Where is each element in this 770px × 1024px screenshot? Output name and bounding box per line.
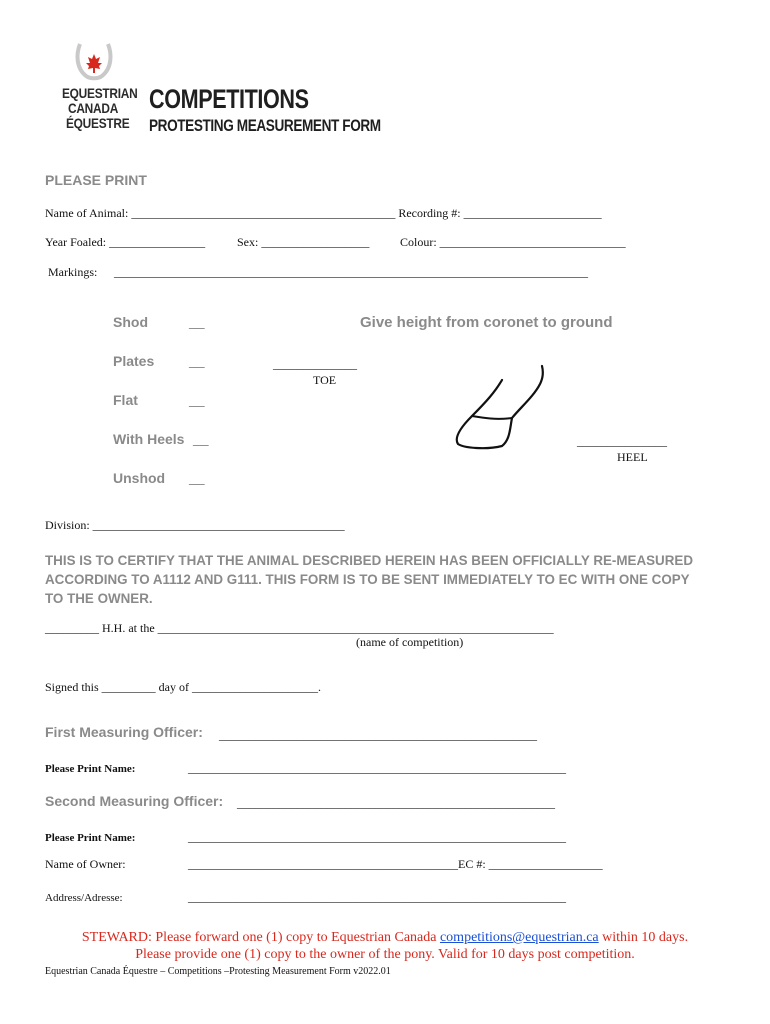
heel-label: HEEL — [617, 450, 648, 464]
steward-notice-text: STEWARD: Please forward one (1) copy to Equestrian Canada — [81, 930, 440, 945]
owner-label: Name of Owner: — [45, 857, 126, 871]
diagram-instruction: Give height from coronet to ground — [360, 314, 613, 331]
address-field[interactable]: _______________________________________________________________ — [188, 890, 566, 904]
logo-line-1: EQUESTRIAN — [62, 85, 138, 101]
markings-label: Markings: — [48, 265, 98, 279]
shoeing-blank-with-heels[interactable]: __ — [193, 431, 209, 447]
shoeing-blank-unshod[interactable]: __ — [189, 470, 205, 486]
please-print-heading: PLEASE PRINT — [45, 172, 147, 188]
second-officer-signature-field[interactable]: _____________________________________________________ — [237, 796, 555, 810]
name-of-competition-caption: (name of competition) — [356, 635, 464, 649]
competitions-email-link[interactable]: competitions@equestrian.ca — [439, 930, 599, 945]
footer-version: Equestrian Canada Équestre – Competitions –Protesting Measurement Form v2022.01 — [45, 966, 391, 977]
markings-field[interactable]: _______________________________________________________________________________ — [114, 265, 588, 279]
first-officer-label: First Measuring Officer: — [45, 724, 203, 740]
shoeing-label-flat: Flat — [113, 392, 138, 408]
first-officer-print-name-label: Please Print Name: — [45, 763, 136, 775]
second-officer-print-name-label: Please Print Name: — [45, 832, 136, 844]
first-officer-print-name-field[interactable]: _______________________________________________________________ — [188, 761, 566, 775]
second-officer-print-name-field[interactable]: _______________________________________________________________ — [188, 830, 566, 844]
owner-field[interactable]: _____________________________________________EC #: ___________________ — [188, 857, 603, 871]
shoeing-blank-flat[interactable]: __ — [189, 392, 205, 408]
second-officer-label: Second Measuring Officer: — [45, 793, 224, 809]
first-officer-signature-field[interactable]: _____________________________________________________ — [219, 728, 537, 742]
page-subtitle: PROTESTING MEASUREMENT FORM — [149, 116, 381, 135]
year-foaled-field[interactable]: Year Foaled: ________________ — [45, 235, 206, 249]
signed-date-field[interactable]: Signed this _________ day of _____________________. — [45, 680, 321, 694]
shoeing-blank-plates[interactable]: __ — [189, 353, 205, 369]
colour-field[interactable]: Colour: _______________________________ — [400, 235, 626, 249]
division-field[interactable]: Division: __________________________________________ — [45, 518, 345, 532]
heel-measurement-field[interactable]: _______________ — [577, 434, 667, 448]
shoeing-blank-shod[interactable]: __ — [189, 314, 205, 330]
toe-measurement-field[interactable]: ______________ — [273, 357, 357, 371]
certification-statement: THIS IS TO CERTIFY THAT THE ANIMAL DESCRIBED HEREIN HAS BEEN OFFICIALLY RE-MEASURED ACCORDING TO A1112 AND G111. THIS FORM IS TO BE SENT IMMEDIATELY TO EC WITH ONE COPY TO THE OWNER. — [45, 553, 694, 606]
steward-notice-deadline: within 10 days. — [598, 930, 689, 945]
owner-copy-notice: Please provide one (1) copy to the owner of the pony. Valid for 10 days post competition. — [135, 947, 635, 962]
shoeing-label-plates: Plates — [113, 353, 155, 369]
shoeing-label-with-heels: With Heels — [113, 431, 185, 447]
height-competition-field[interactable]: _________ H.H. at the __________________________________________________________________ — [45, 621, 554, 635]
name-of-animal-field[interactable]: Name of Animal: ____________________________________________ Recording #: _______________________ — [45, 206, 602, 220]
shoeing-label-shod: Shod — [113, 314, 148, 330]
logo-line-3: ÉQUESTRE — [66, 115, 130, 131]
shoeing-label-unshod: Unshod — [113, 470, 166, 486]
address-label: Address/Adresse: — [45, 892, 123, 904]
horseshoe-maple-leaf-icon — [74, 40, 114, 84]
hoof-drawing-icon — [450, 362, 560, 452]
page-title: COMPETITIONS — [149, 84, 309, 114]
sex-field[interactable]: Sex: __________________ — [237, 235, 370, 249]
logo — [62, 40, 142, 136]
logo-line-2: CANADA — [68, 100, 119, 116]
toe-label: TOE — [313, 373, 337, 387]
steward-notice — [0, 930, 770, 946]
